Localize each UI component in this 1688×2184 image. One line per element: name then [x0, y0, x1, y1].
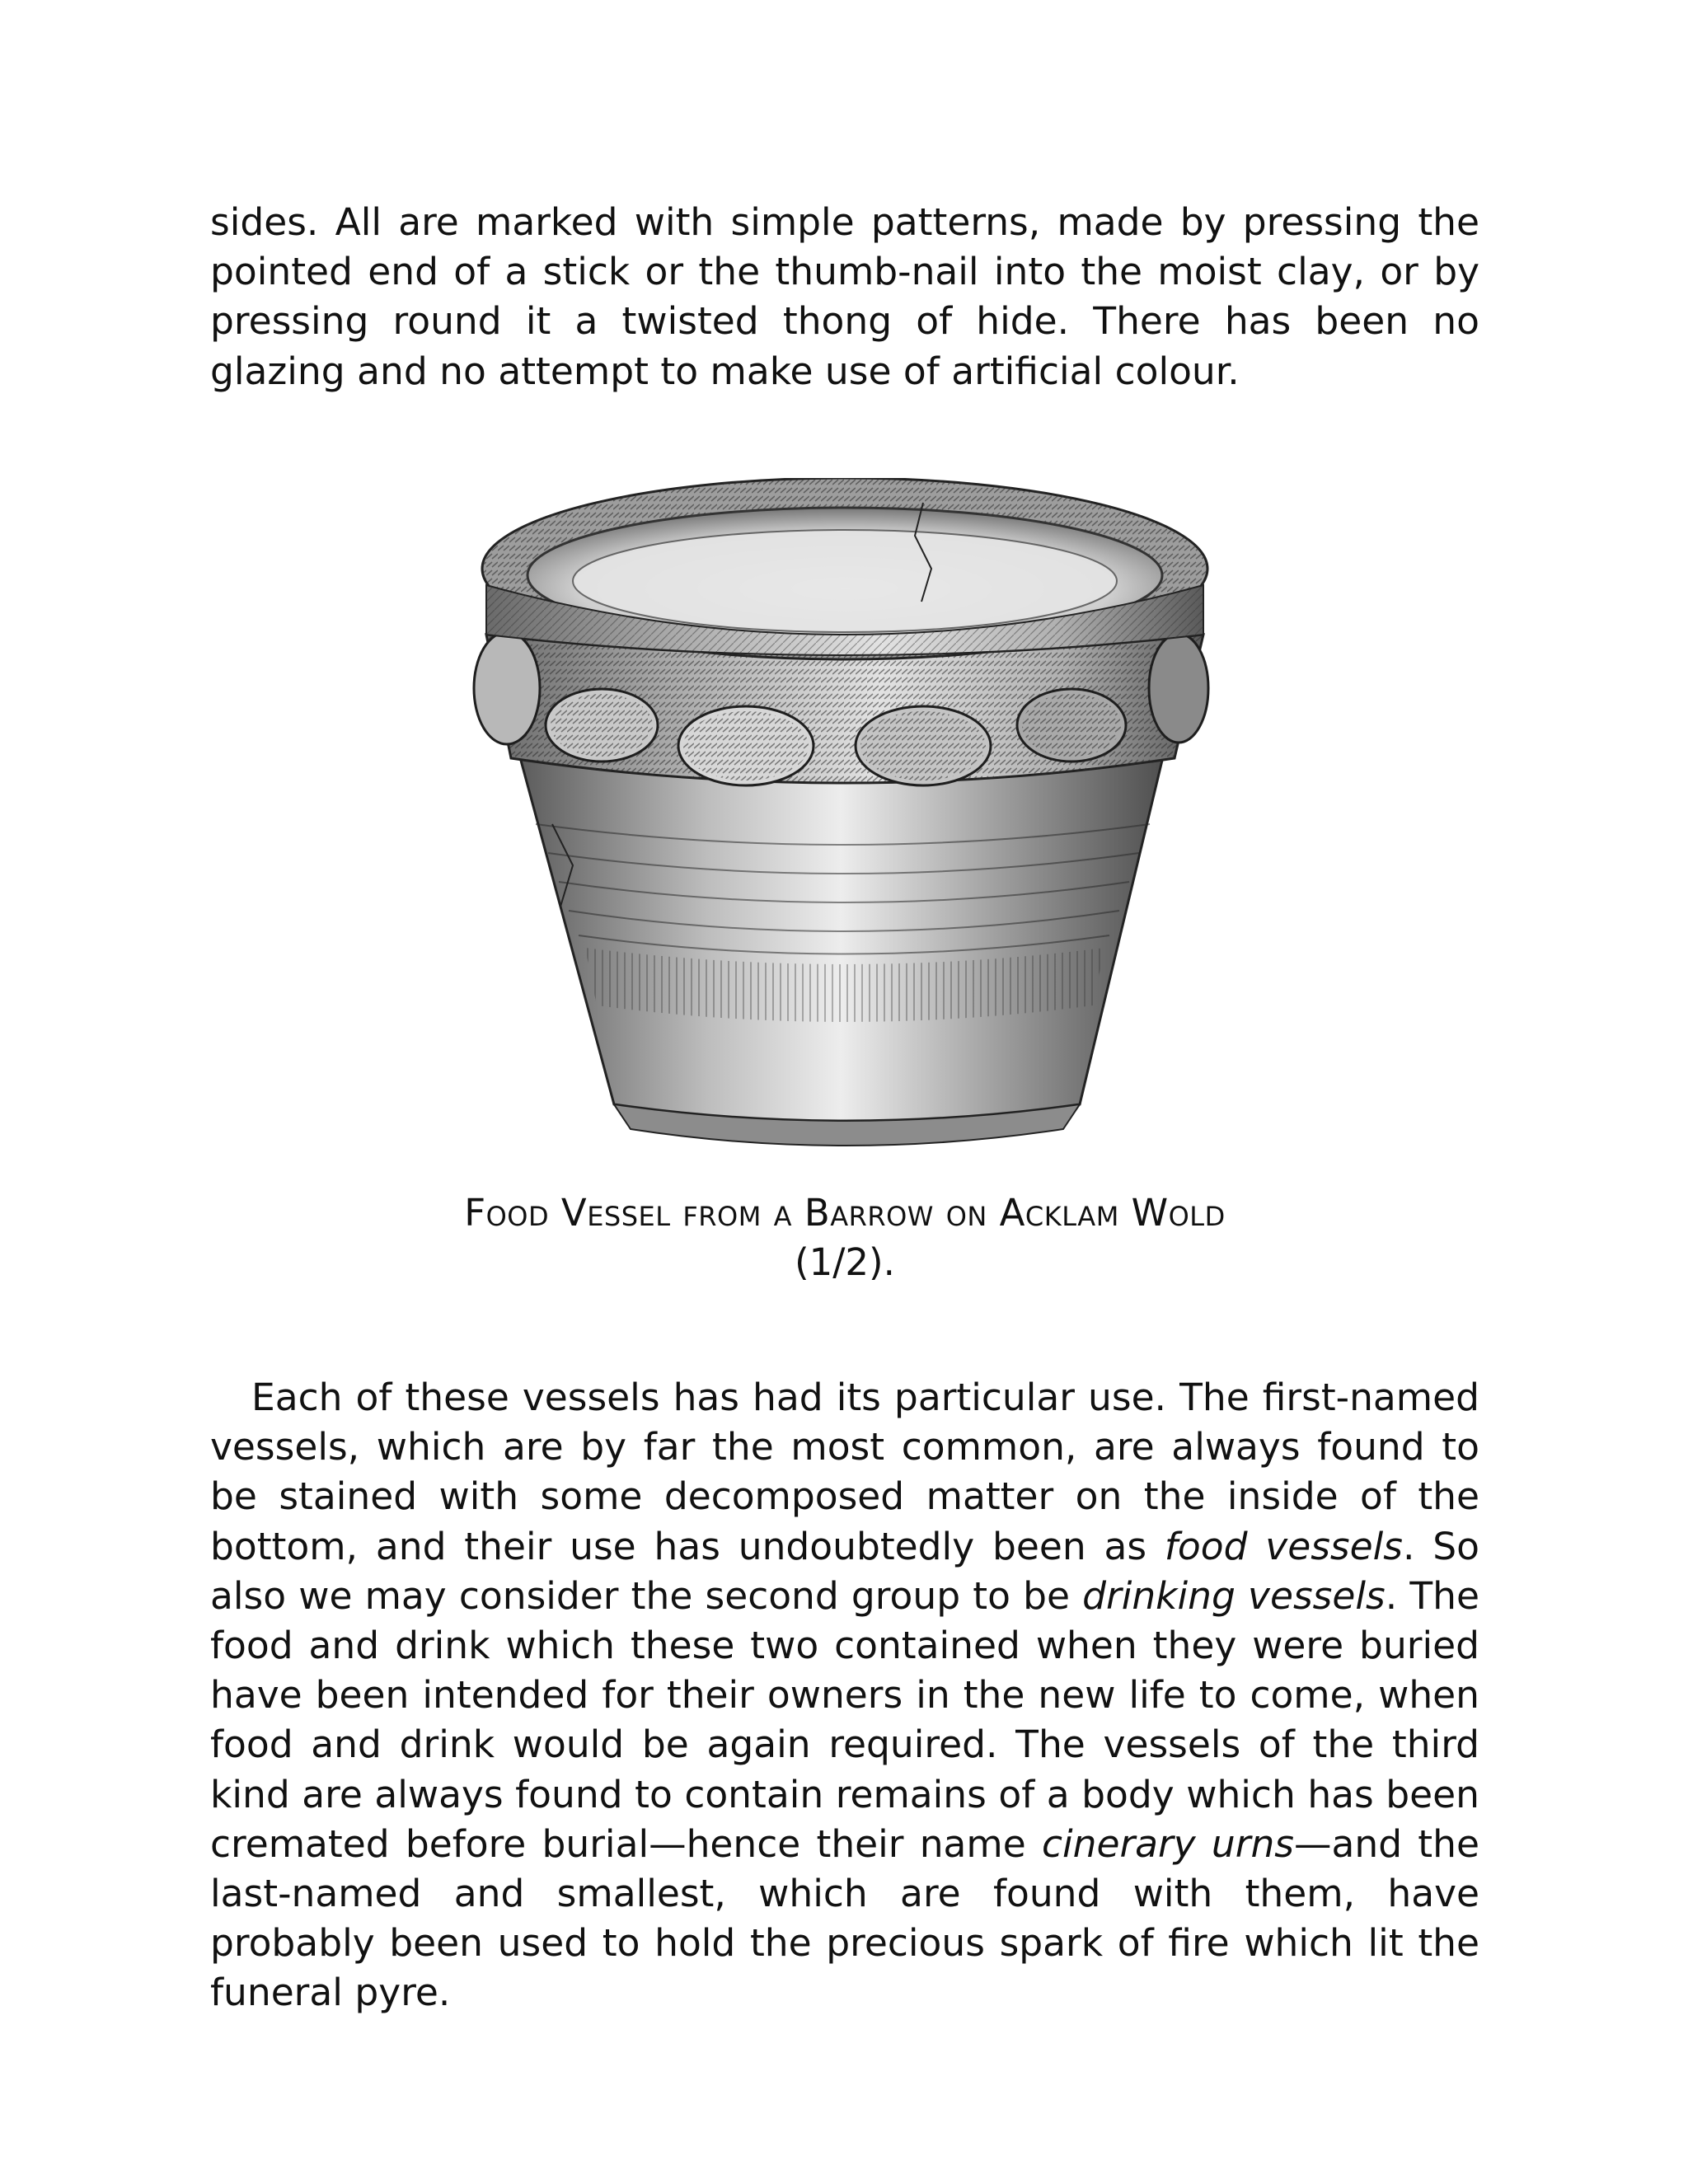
para2-text-c: . The food and drink which these two contained when they were buried have been intended for their owners in the new life to come, when food and drink would be again required. The vessels of the third kind are always found to contain remains of a body which has been cremated before burial—hence their name	[210, 1573, 1479, 1866]
para2-emphasis-drinking-vessels: drinking vessels	[1082, 1573, 1386, 1618]
food-vessel-illustration	[429, 478, 1261, 1170]
paragraph-top: sides. All are marked with simple patterns, made by pressing the pointed end of a stick or the thumb-nail into the moist clay, or by pressing round it a twisted thong of hide. There has been no glazing and no attempt to make use of artificial colour.	[210, 200, 1479, 393]
book-page	[210, 0, 1479, 2184]
para2-text-d: —and the last-named and smallest, which are found with them, have probably been used to hold the precious spark of fire which lit the funeral pyre.	[210, 1821, 1479, 2015]
para2-emphasis-food-vessels: food vessels	[1164, 1524, 1403, 1568]
para2-emphasis-cinerary-urns: cinerary urns	[1041, 1821, 1294, 1866]
para2-text-a: Each of these vessels has had its particular use. The first-named vessels, which are by far the most common, are always found to be stained with some decomposed matter on the inside of the bottom, and their use has undoubtedly been as	[210, 1376, 1479, 1568]
paragraph-bottom	[210, 1373, 1479, 2018]
figure-caption	[210, 1188, 1479, 1287]
caption-title: Food Vessel from a Barrow on Acklam Wold	[464, 1191, 1226, 1235]
para2-text-b: . So also we may consider the second group to be	[210, 1524, 1479, 1618]
caption-scale: (1/2).	[795, 1240, 895, 1284]
